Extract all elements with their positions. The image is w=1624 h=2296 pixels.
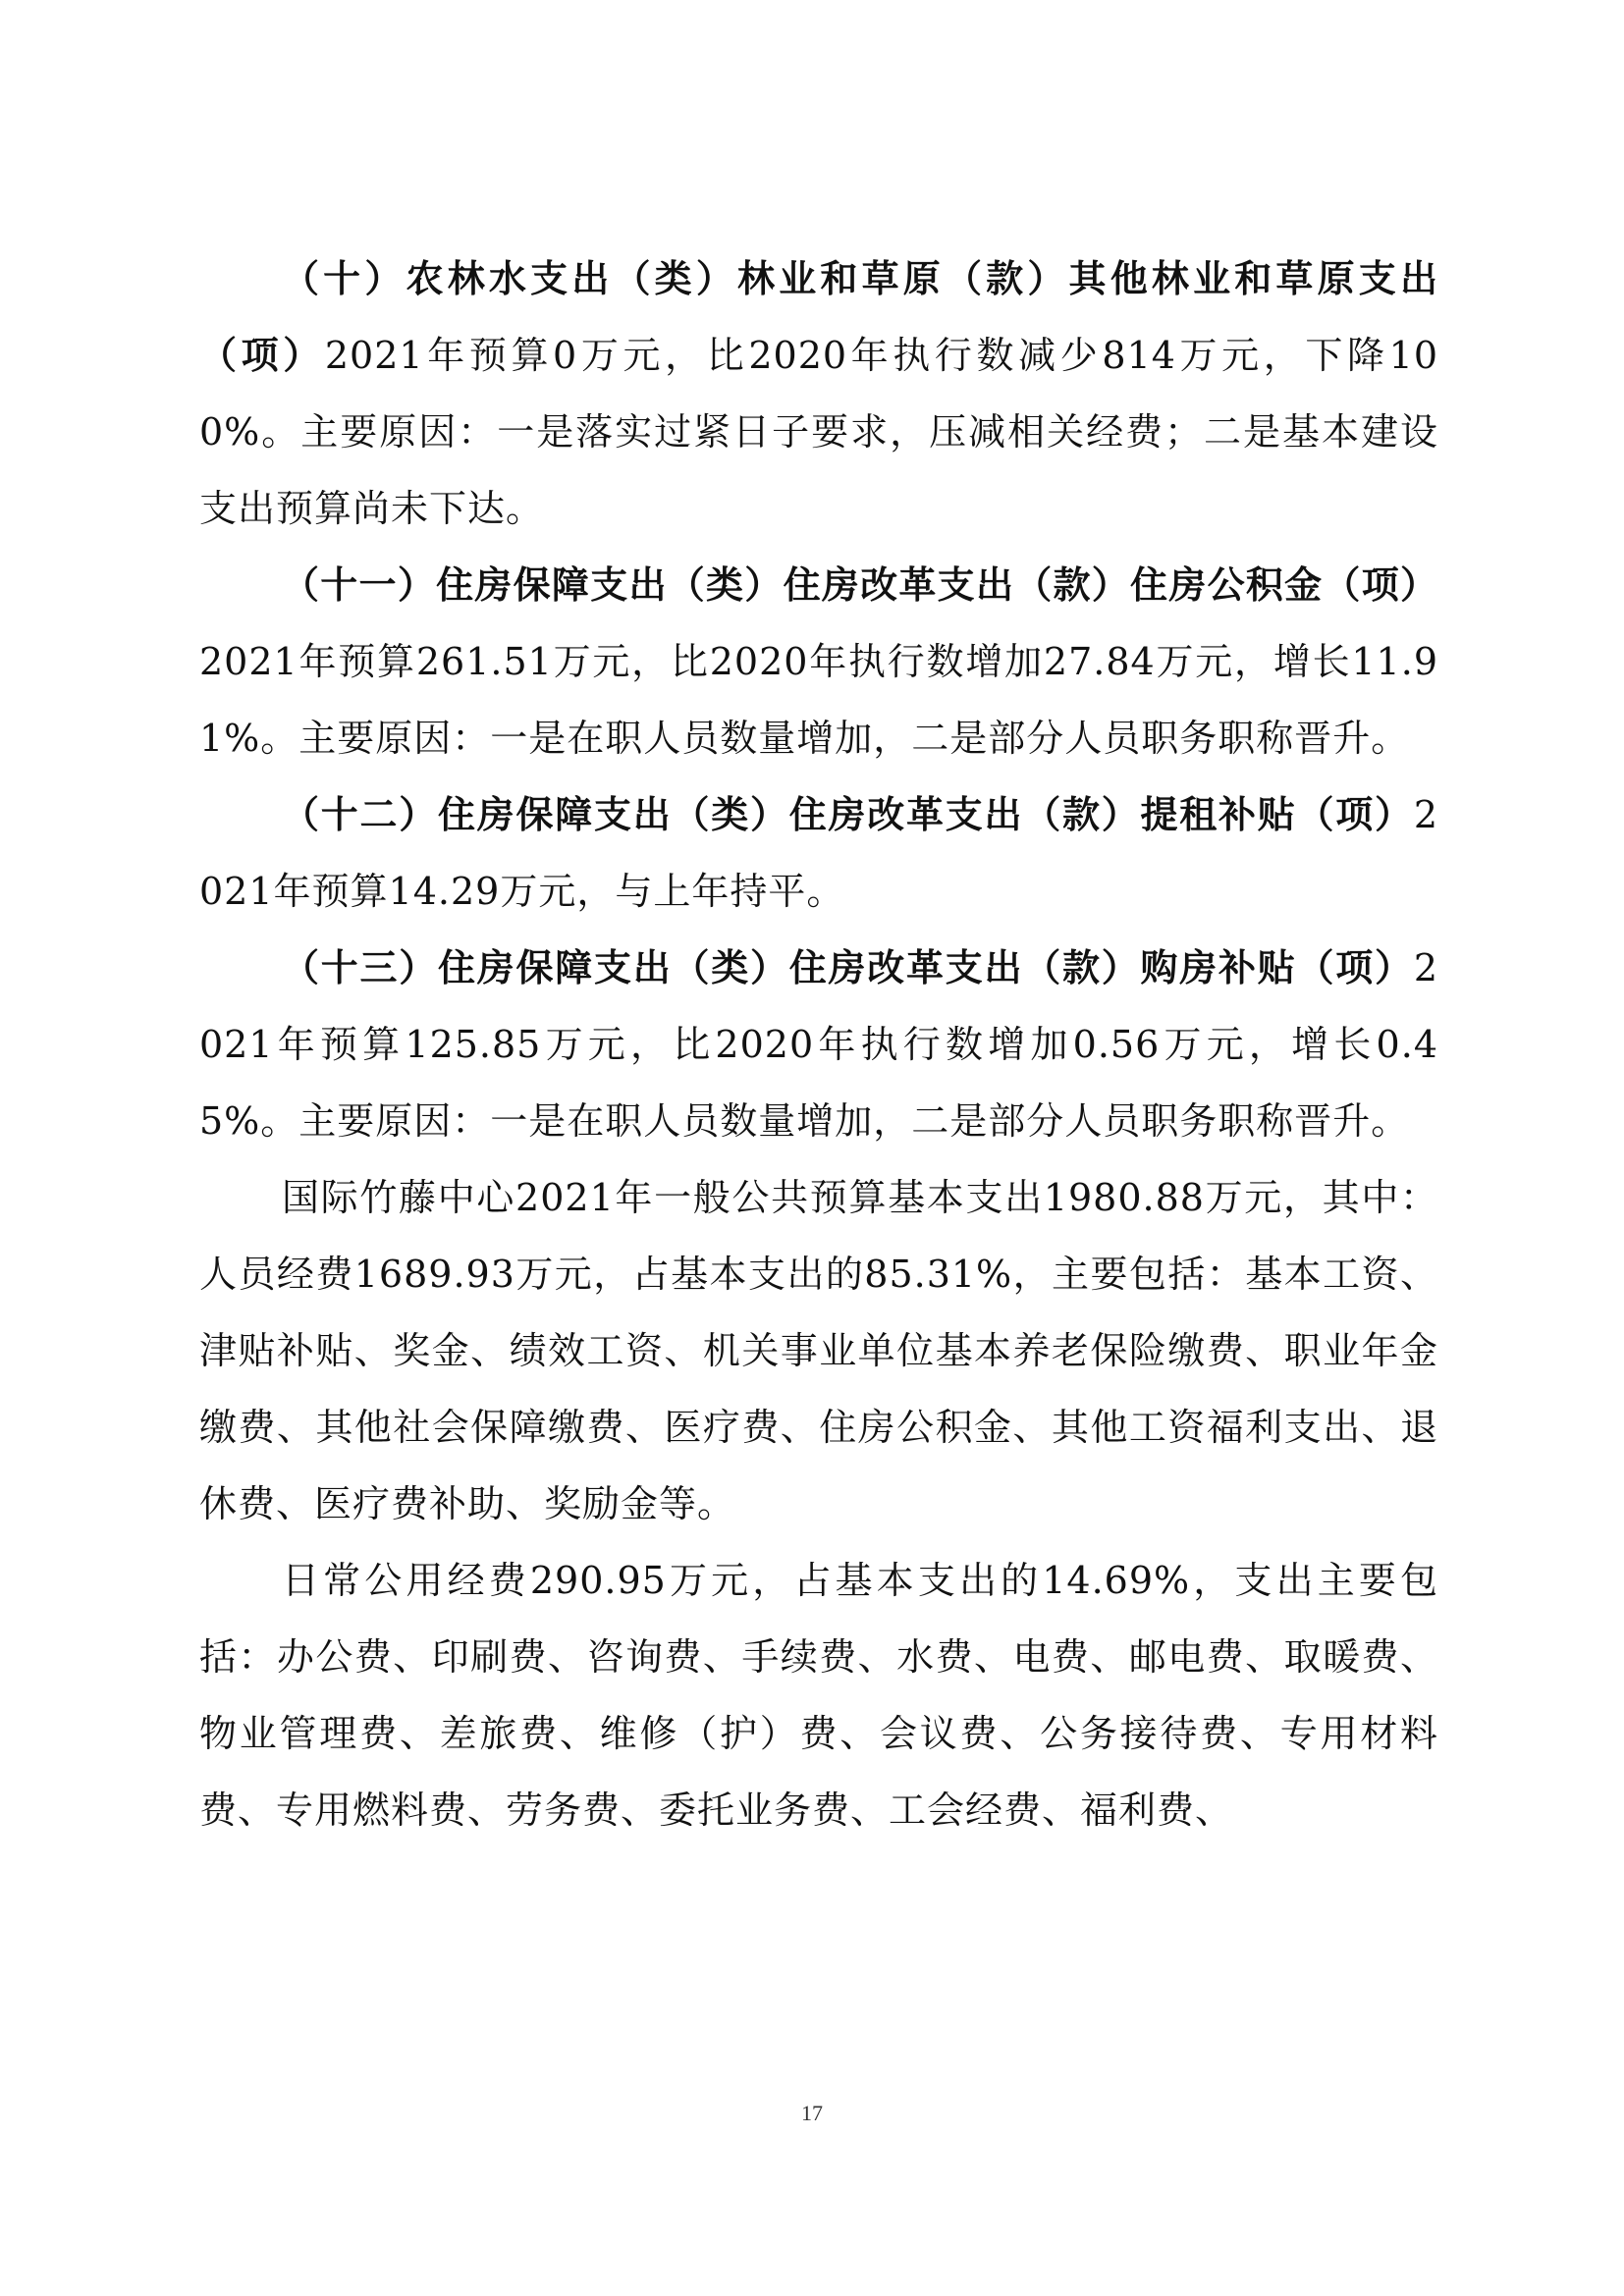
page-number: 17 bbox=[801, 2101, 823, 2125]
paragraph-housing-purchase-subsidy bbox=[199, 930, 1438, 1159]
paragraph-body: 2021年预算0万元，比2020年执行数减少814万元，下降100%。主要原因：一是落实过紧日子要求，压减相关经费；二是基本建设支出预算尚未下达。 bbox=[199, 334, 1438, 530]
paragraph-heading: （十二）住房保障支出（类）住房改革支出（款）提租补贴（项） bbox=[282, 792, 1414, 836]
paragraph-body: 国际竹藤中心2021年一般公共预算基本支出1980.88万元，其中：人员经费1689.93万元，占基本支出的85.31%，主要包括：基本工资、津贴补贴、奖金、绩效工资、机关事业单位基本养老保险缴费、职业年金缴费、其他社会保障缴费、医疗费、住房公积金、其他工资福利支出、退休费、医疗费补助、奖励金等。 bbox=[199, 1176, 1438, 1525]
paragraph-body: 2021年预算125.85万元，比2020年执行数增加0.56万元，增长0.45%。主要原因：一是在职人员数量增加，二是部分人员职务职称晋升。 bbox=[199, 946, 1438, 1143]
paragraph-daily-public-expenses bbox=[199, 1542, 1438, 1848]
paragraph-basic-expenditure bbox=[199, 1159, 1438, 1542]
paragraph-heading: （十三）住房保障支出（类）住房改革支出（款）购房补贴（项） bbox=[282, 945, 1414, 989]
paragraph-heading: （十一）住房保障支出（类）住房改革支出（款）住房公积金（项） bbox=[282, 562, 1438, 607]
paragraph-rent-subsidy bbox=[199, 776, 1438, 930]
paragraph-body: 日常公用经费290.95万元，占基本支出的14.69%，支出主要包括：办公费、印刷费、咨询费、手续费、水费、电费、邮电费、取暖费、物业管理费、差旅费、维修（护）费、会议费、公务接待费、专用材料费、专用燃料费、劳务费、委托业务费、工会经费、福利费、 bbox=[199, 1559, 1438, 1832]
paragraph-forestry-grassland bbox=[199, 240, 1438, 547]
paragraph-heading: （十）农林水支出（类）林业和草原（款）其他林业和草原支出（项） bbox=[199, 256, 1438, 377]
body-text bbox=[199, 240, 1438, 1848]
paragraph-housing-fund bbox=[199, 547, 1438, 776]
paragraph-body: 2021年预算261.51万元，比2020年执行数增加27.84万元，增长11.91%。主要原因：一是在职人员数量增加，二是部分人员职务职称晋升。 bbox=[199, 640, 1438, 760]
paragraph-body: 2021年预算14.29万元，与上年持平。 bbox=[199, 793, 1438, 913]
